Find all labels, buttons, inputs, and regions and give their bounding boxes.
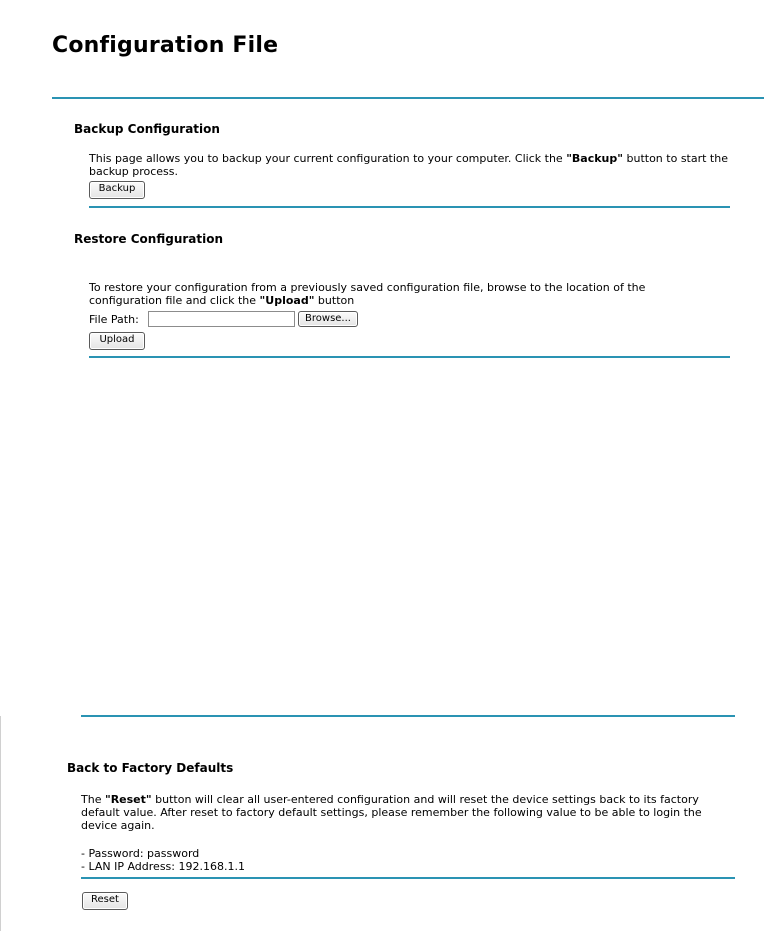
- restore-text-before: To restore your configuration from a previously saved configuration file, browse to the location of the configuration file and click the: [89, 281, 646, 307]
- factory-divider: [81, 877, 735, 879]
- reset-button[interactable]: Reset: [82, 892, 128, 910]
- restore-heading: Restore Configuration: [74, 232, 224, 246]
- factory-text-after: button will clear all user-entered configuration and will reset the device settings back to its factory default value. After reset to factory default settings, please remember the following value to be able to login the device again.: [81, 793, 702, 832]
- file-path-label: File Path:: [89, 313, 139, 326]
- backup-divider: [89, 206, 730, 208]
- backup-text-bold: "Backup": [566, 152, 623, 165]
- backup-description: [89, 152, 729, 178]
- factory-description: [81, 793, 721, 832]
- backup-button[interactable]: Backup: [89, 181, 145, 199]
- factory-text-bold: "Reset": [104, 793, 152, 806]
- restore-divider: [89, 356, 730, 358]
- lan-ip-line: - LAN IP Address: 192.168.1.1: [81, 860, 245, 873]
- backup-text-after: button to start the backup process.: [89, 152, 728, 178]
- factory-heading: Back to Factory Defaults: [67, 761, 234, 775]
- file-path-input[interactable]: [148, 311, 295, 327]
- factory-text-before: The: [81, 793, 105, 806]
- restore-text-bold: "Upload": [259, 294, 315, 307]
- factory-top-divider: [81, 715, 735, 717]
- backup-heading: Backup Configuration: [74, 122, 220, 136]
- upload-button[interactable]: Upload: [89, 332, 145, 350]
- frame-border: [0, 716, 1, 931]
- restore-text-after: button: [314, 294, 355, 307]
- page-title: Configuration File: [52, 33, 279, 58]
- password-line: - Password: password: [81, 847, 200, 860]
- backup-text-before: This page allows you to backup your current configuration to your computer. Click the: [89, 152, 567, 165]
- restore-description: [89, 281, 709, 307]
- title-divider: [52, 97, 764, 99]
- browse-button[interactable]: Browse...: [298, 311, 358, 327]
